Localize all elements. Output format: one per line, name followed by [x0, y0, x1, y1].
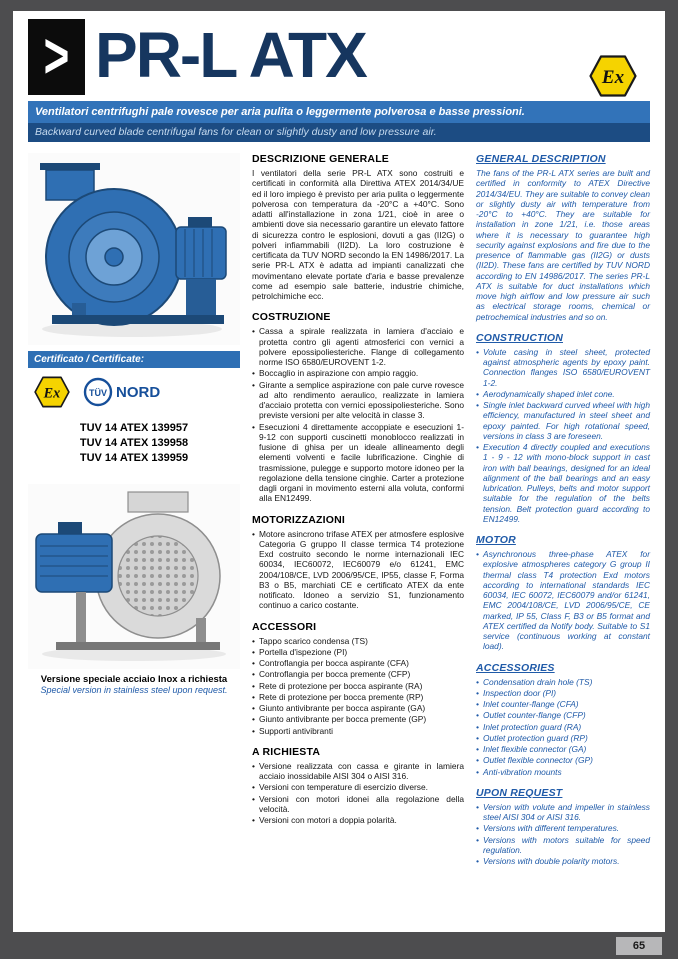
- list-item: • Rete di protezione per bocca aspirante (RA): [252, 681, 464, 691]
- left-column: [28, 153, 240, 926]
- list-item: • Controflangia per bocca premente (CFP): [252, 669, 464, 679]
- svg-text:TÜV: TÜV: [89, 388, 107, 398]
- list-item: • Versioni con temperature di esercizio diverse.: [252, 782, 464, 792]
- list-item: • Cassa a spirale realizzata in lamiera d'acciaio e protetta contro gli agenti atmosferici con vernici a polvere epossipoliesteriche. Flange di collegamento norme ISO 6580/EUROVENT 1-2.: [252, 326, 464, 367]
- bullet-list: [476, 677, 650, 777]
- section-descrizione-generale: [252, 153, 464, 301]
- list-item: • Giunto antivibrante per bocca aspirante (GA): [252, 703, 464, 713]
- inox-caption-italian: Versione speciale acciaio Inox a richiesta: [40, 674, 228, 685]
- inox-caption-english: Special version in stainless steel upon request.: [40, 685, 228, 695]
- list-item: • Supporti antivibranti: [252, 726, 464, 736]
- english-column: [476, 153, 650, 926]
- list-item: • Giunto antivibrante per bocca premente (GP): [252, 714, 464, 724]
- section-general-description: [476, 153, 650, 322]
- italian-column: [252, 153, 464, 926]
- chevron-icon: >: [43, 20, 70, 92]
- banner-english: Backward curved blade centrifugal fans for clean or slightly dusty and low pressure air.: [28, 123, 650, 142]
- section-heading: GENERAL DESCRIPTION: [476, 153, 606, 165]
- bullet-list: [252, 761, 464, 826]
- section-construction: [476, 332, 650, 524]
- page-title: PR-L ATX: [95, 19, 366, 91]
- section-heading: CONSTRUCTION: [476, 331, 563, 344]
- section-body: The fans of the PR-L ATX series are built and certified in conformity to ATEX Directive 2014/34/EU. They are suitable to convey clean or slightly dusty air with temperature from -20°C to +40°C. They are suitable for installation in zone 1/21, i.e. those areas where it is necessary to guarantee high security against explosions and fire due to the presence of flammable gas (II2G) or dusts (II2D). These fans are certified by TUV NORD according to EN 14986/2017. The series PR-L ATX is suitable for duct installations which move high airflow and low pressure air such as electrical storage rooms, chemical or petrochemical industries and so on.: [476, 168, 650, 322]
- section-upon-request: [476, 787, 650, 867]
- list-item: • Versions with motors suitable for speed regulation.: [476, 835, 650, 856]
- list-item: • Aerodynamically shaped inlet cone.: [476, 389, 650, 399]
- list-item: • Motore asincrono trifase ATEX per atmosfere esplosive Categoria G gruppo II classe termica T4 protezione Exd costruito secondo le norme internazionali IEC 60034, IEC60072, IEC60079 e/o 61241, EMC 2004/108/CE, LVD 2006/95/CE, IP55, classe F, Forma B3 o B5, marchiati CE e certificato ATEX da ente notificato. Idoneo a servizio S1, funzionamento continuo a carico costante.: [252, 529, 464, 611]
- catalog-page: [13, 11, 665, 932]
- svg-text:Ex: Ex: [43, 385, 61, 402]
- svg-text:NORD: NORD: [116, 384, 161, 401]
- list-item: • Versioni con motori idonei alla regolazione della velocità.: [252, 794, 464, 815]
- list-item: • Outlet protection guard (RP): [476, 733, 650, 743]
- list-item: • Boccaglio in aspirazione con ampio raggio.: [252, 368, 464, 378]
- fan-photo-inox: [28, 484, 240, 669]
- list-item: • Tappo scarico condensa (TS): [252, 636, 464, 646]
- list-item: • Asynchronous three-phase ATEX for explosive atmospheres category G group II thermal class T4 protection Exd motors according to international standards IEC 60034, IEC 60072, IEC60079 and/or 61241, EMC 2004/108/CE, LVD 2006/95/CE, CE marked, IP 55, Class F, B3 or B5 format and ATEX certified da Notify body. Suitable to S1 service (continuous working at constant load).: [476, 549, 650, 652]
- section-accessori: [252, 621, 464, 736]
- bullet-list: [252, 529, 464, 611]
- certificate-numbers: [28, 421, 240, 466]
- list-item: • Version with volute and impeller in stainless steel AISI 304 or AISI 316.: [476, 802, 650, 823]
- list-item: • Versions with different temperatures.: [476, 823, 650, 833]
- list-item: • Outlet flexible connector (GP): [476, 755, 650, 765]
- section-motor: [476, 534, 650, 652]
- list-item: • Versioni con motori a doppia polarità.: [252, 815, 464, 825]
- list-item: • Outlet counter-flange (CFP): [476, 710, 650, 720]
- certificate-number: TUV 14 ATEX 139959: [79, 452, 189, 464]
- list-item: • Inlet flexible connector (GA): [476, 744, 650, 754]
- list-item: • Inlet protection guard (RA): [476, 722, 650, 732]
- certificate-number: TUV 14 ATEX 139958: [79, 437, 189, 449]
- list-item: • Portella d'ispezione (PI): [252, 647, 464, 657]
- fan-photo-standard: [28, 153, 240, 345]
- section-heading: ACCESSORI: [252, 620, 317, 633]
- tuv-nord-logo: [82, 375, 192, 414]
- fan-illustration-inox: [28, 484, 240, 669]
- section-heading: COSTRUZIONE: [252, 311, 331, 324]
- section-costruzione: [252, 311, 464, 503]
- atex-ex-small-icon: [34, 376, 70, 413]
- section-accessories: [476, 662, 650, 777]
- chevron-box: [28, 19, 85, 95]
- section-heading: ACCESSORIES: [476, 661, 555, 674]
- list-item: • Girante a semplice aspirazione con pale curve rovesce ad alto rendimento aeraulico, realizzate in lamiera d'acciaio protetta con vernici epossipoliesteriche. Sono previste versioni per alte velocità in classe 3.: [252, 380, 464, 421]
- list-item: • Esecuzioni 4 direttamente accoppiate e esecuzioni 1-9-12 con supporti cuscinetti monoblocco realizzati in fusione di ghisa per un ideale allineamento degli elementi volventi e facile lubrificazione. Cinghie di trasmissione, pulegge e supporto motore idoneo per la regolazione della tensione cinghie. Carter a protezione dagli organi in movimento esterni alla voluta, conformi alla EN12499.: [252, 422, 464, 504]
- section-heading: MOTORIZZAZIONI: [252, 513, 346, 526]
- list-item: • Versione realizzata con cassa e girante in lamiera acciaio inossidabile AISI 304 o AISI 316.: [252, 761, 464, 782]
- section-motorizzazioni: [252, 514, 464, 611]
- section-body: I ventilatori della serie PR-L ATX sono costruiti e certificati in conformità alla Direttiva ATEX 2014/34/UE ed il loro impiego è previsto per aria pulita o leggermente polverosa con temperatura da -20°C a +40°C. Sono adatti all'installazione in zona 1/21, cioè in aree o ambienti dove sia necessario garantire un elevato fattore di sicurezza contro le esplosioni, dovuti a gas (II2G) o polveri infiammabili (II2D). La loro costruzione è certificata da TUV NORD secondo la EN 14986/2017. La serie PR-L ATX è adatta ad impianti canalizzati che movimentano elevate portate d'aria e basse prevalenze come ad esempio sale batterie, industrie chimiche, petrolchimiche ecc.: [252, 168, 464, 301]
- section-heading: DESCRIZIONE GENERALE: [252, 153, 390, 165]
- inox-caption: [28, 674, 240, 695]
- certificate-label: Certificato / Certificate:: [28, 351, 240, 368]
- list-item: • Anti-vibration mounts: [476, 767, 650, 777]
- svg-text:Ex: Ex: [601, 67, 625, 88]
- section-heading: A RICHIESTA: [252, 745, 321, 758]
- bullet-list: [476, 549, 650, 652]
- list-item: • Rete di protezione per bocca premente (RP): [252, 692, 464, 702]
- section-heading: UPON REQUEST: [476, 786, 563, 799]
- content-area: [28, 153, 650, 926]
- list-item: • Inspection door (PI): [476, 688, 650, 698]
- bullet-list: [252, 326, 464, 503]
- fan-illustration-standard: [28, 153, 240, 345]
- bullet-list: [476, 347, 650, 524]
- atex-ex-icon: [589, 55, 637, 97]
- list-item: • Inlet counter-flange (CFA): [476, 699, 650, 709]
- list-item: • Controflangia per bocca aspirante (CFA): [252, 658, 464, 668]
- bullet-list: [252, 636, 464, 736]
- bullet-list: [476, 802, 650, 867]
- list-item: • Versions with double polarity motors.: [476, 856, 650, 866]
- list-item: • Volute casing in steel sheet, protected against atmospheric agents by epoxy paint. Connection flanges ISO 6580/EUROVENT 1-2.: [476, 347, 650, 388]
- banner-italian: Ventilatori centrifughi pale rovesce per aria pulita o leggermente polverosa e basse pressioni.: [28, 101, 650, 123]
- page-number: 65: [616, 937, 662, 955]
- certificate-number: TUV 14 ATEX 139957: [79, 422, 189, 434]
- certificate-logos: [28, 368, 240, 418]
- section-heading: MOTOR: [476, 534, 516, 546]
- list-item: • Execution 4 directly coupled and executions 1 - 9 - 12 with mono-block support in cast iron with ball bearings, designed for an ideal alignment of the ball bearings and an easy lubrication. Pulleys, belts and motor support suitable for the regulation of the belts tension. Belt protection guard according to EN12499.: [476, 442, 650, 524]
- list-item: • Condensation drain hole (TS): [476, 677, 650, 687]
- section-a-richiesta: [252, 746, 464, 826]
- list-item: • Single inlet backward curved wheel with high efficiency, manufactured in steel sheet and epoxy painted. For high rotational speed, versions in class 3 are foreseen.: [476, 400, 650, 441]
